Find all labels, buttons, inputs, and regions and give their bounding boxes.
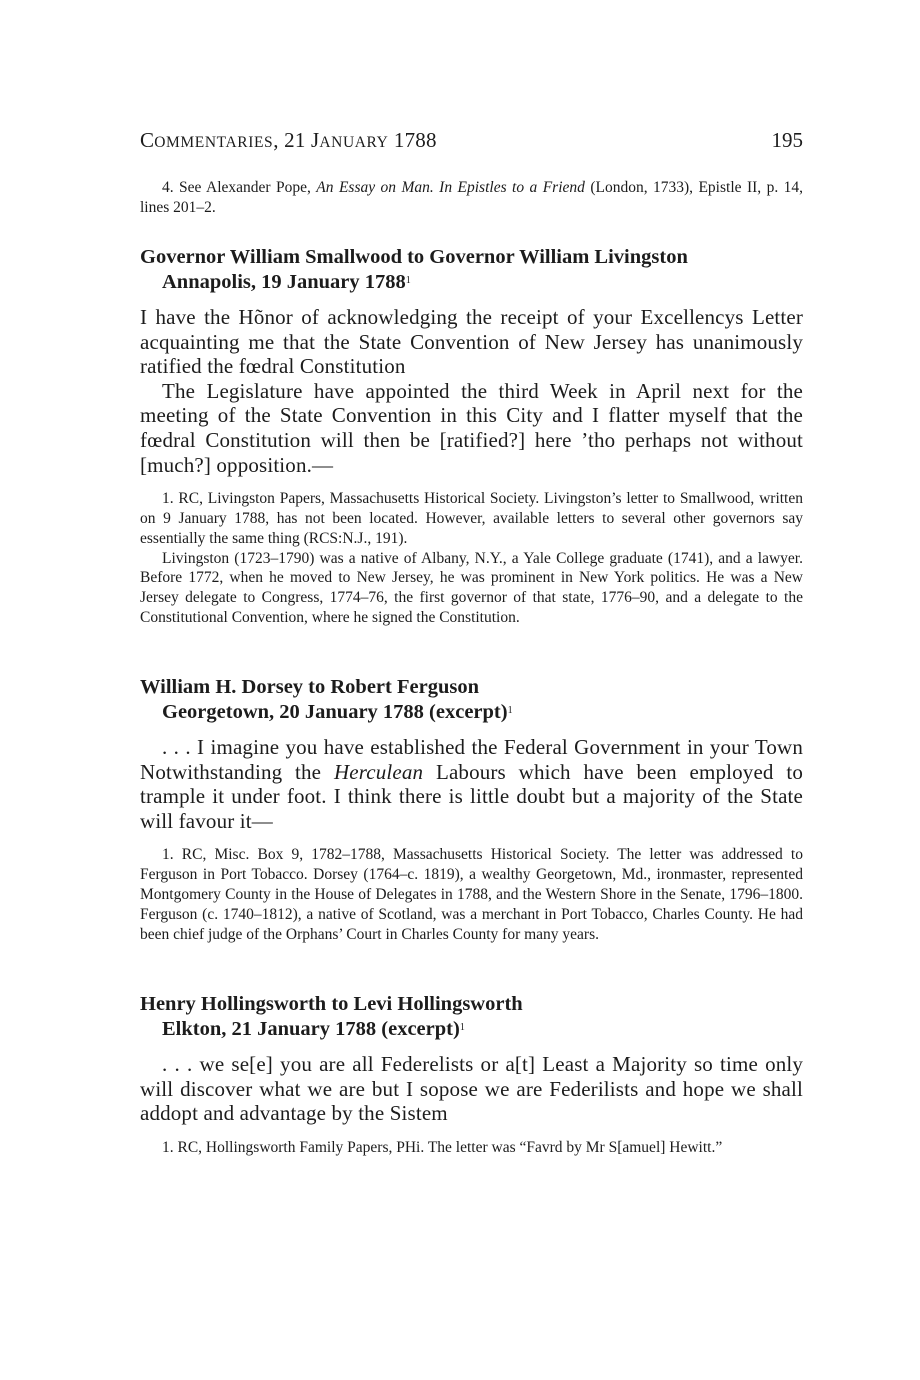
footnote-continued <box>140 178 803 218</box>
footnote-1: 1. RC, Livingston Papers, Massachusetts Historical Society. Livingston’s letter to Smallwood, written on 9 January 1788, has not been located. However, available letters to several other governors say essentially the same thing (RCS:N.J., 191). <box>140 490 803 547</box>
letter-heading: William H. Dorsey to Robert Ferguson <box>140 676 479 698</box>
footnote-1: 1. RC, Hollingsworth Family Papers, PHi. The letter was “Favrd by Mr S[amuel] Hewitt.” <box>162 1138 723 1156</box>
letter-paragraph: . . . I imagine you have established the Federal Government in your Town Notwithstanding the Herculean Labours which have been employed to trample it under foot. I think there is little doubt but a majority of the State will favour it— <box>140 735 804 833</box>
letter-dateline: Annapolis, 19 January 1788$^1$ <box>162 271 411 293</box>
footnote-1: 1. RC, Misc. Box 9, 1782–1788, Massachusetts Historical Society. The letter was addressed to Ferguson in Port Tobacco. Dorsey (1764–c. 1819), a wealthy Georgetown, Md., ironmaster, represented Montgomery County in the House of Delegates in 1788, and the Western Shore in the Senate, 1796–1800. Ferguson (c. 1740–1812), a native of Scotland, was a merchant in Port Tobacco, Charles County. He had been chief judge of the Orphans’ Court in Charles County for many years. <box>140 846 803 943</box>
letter-heading: Henry Hollingsworth to Levi Hollingsworth <box>140 993 523 1015</box>
footnote-1-continued: Livingston (1723–1790) was a native of Albany, N.Y., a Yale College graduate (1741), and a lawyer. Before 1772, when he moved to New Jersey, he was prominent in New York politics. He was a New Jersey delegate to Congress, 1774–76, the first governor of that state, 1776–90, and a delegate to the Constitutional Convention, where he signed the Constitution. <box>140 549 803 626</box>
footnote-ref: 1 <box>405 275 411 286</box>
letter-paragraph: The Legislature have appointed the third Week in April next for the meeting of the State Convention in this City and I flatter myself that the fœdral Constitution will then be [ratified?] here ’tho perhaps not without [much?] opposition.— <box>140 378 803 477</box>
letter-dateline: Georgetown, 20 January 1788 (excerpt)$^1$ <box>162 701 513 723</box>
letter-paragraph: . . . we se[e] you are all Federelists or a[t] Least a Majority so time only will discover what we are but I sopose we are Federilists and hope we shall addopt and advantage by the Sistem <box>140 1052 803 1126</box>
footnote-4: 4. See Alexander Pope, An Essay on Man. In Epistles to a Friend (London, 1733), Epistle II, p. 14, lines 201–2. <box>140 179 804 216</box>
letter-dateline: Elkton, 21 January 1788 (excerpt)$^1$ <box>162 1018 465 1040</box>
letter-smallwood <box>140 245 803 628</box>
footnote-ref: 1 <box>459 1022 465 1033</box>
footnote-ref: 1 <box>507 705 513 716</box>
letter-paragraph: I have the Hõnor of acknowledging the receipt of your Excellencys Letter acquainting me that the State Convention of New Jersey has unanimously ratified the fœdral Constitution <box>140 305 803 379</box>
page-number: 195 <box>771 128 803 152</box>
running-head <box>140 128 803 158</box>
letter-hollingsworth <box>140 992 803 1158</box>
letter-heading: Governor William Smallwood to Governor William Livingston <box>140 246 688 268</box>
running-head-title: COMMENTARIES, 21 JANUARY 1788 <box>140 128 437 152</box>
letter-dorsey <box>140 675 803 944</box>
